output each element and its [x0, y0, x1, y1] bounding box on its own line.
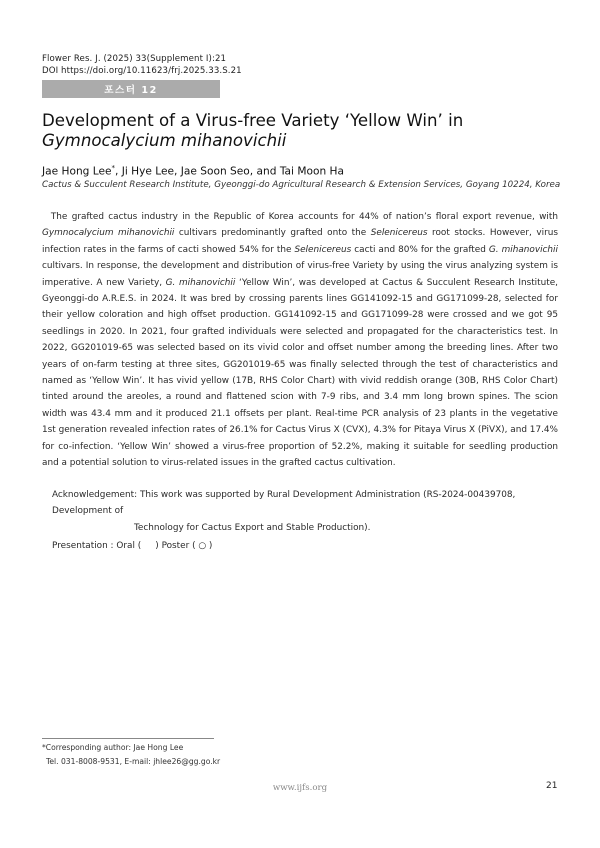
acknowledgement-text-continued: Technology for Cactus Export and Stable Production).	[134, 522, 371, 533]
title-main: Development of a Virus-free Variety ‘Yellow Win’ in	[42, 111, 464, 130]
abstract-species-name: G. mihanovichii	[488, 244, 558, 255]
corresponding-author-note: *Corresponding author: Jae Hong Lee	[42, 743, 184, 752]
corresponding-mark: *	[111, 164, 116, 172]
title-species: Gymnocalycium mihanovichii	[42, 131, 287, 150]
abstract-text: root stocks. However, virus infection rates in the farms of cacti showed 54% for the	[42, 228, 558, 255]
journal-website: www.ijfs.org	[272, 783, 328, 793]
acknowledgement-text: This work was supported by Rural Development Administration (RS-2024-00439708, Development of	[52, 490, 516, 517]
affiliation: Cactus & Succulent Research Institute, Gyeonggi-do Agricultural Research & Extension Services, Goyang 10224, Korea	[42, 180, 561, 190]
abstract-genus-name: Selenicereus	[370, 228, 428, 239]
journal-citation: Flower Res. J. (2025) 33(Supplement I):21	[42, 54, 227, 64]
acknowledgement	[52, 487, 558, 536]
doi-line: DOI https://doi.org/10.11623/frj.2025.33.S.21	[42, 66, 242, 76]
acknowledgement-label: Acknowledgement:	[52, 490, 138, 500]
abstract-body	[42, 209, 558, 472]
abstract-text: The grafted cactus industry in the Republic of Korea accounts for 44% of nation’s floral export revenue, with	[50, 212, 558, 222]
author-list	[42, 164, 344, 178]
paper-title	[42, 111, 562, 151]
abstract-text: cacti and 80% for the grafted	[351, 244, 489, 255]
abstract-species-name: Gymnocalycium mihanovichii	[42, 228, 175, 239]
poster-badge: 포스터 12	[42, 80, 220, 98]
co-authors: , Ji Hye Lee, Jae Soon Seo, and Tai Moon Ha	[115, 165, 344, 178]
corresponding-author: Jae Hong Lee	[42, 165, 112, 178]
contact-info: Tel. 031-8008-9531, E-mail: jhlee26@gg.go.kr	[46, 757, 221, 766]
abstract-text: cultivars predominantly grafted onto the	[174, 228, 371, 239]
presentation-type: Presentation : Oral ( ) Poster ( ○ )	[52, 541, 213, 551]
abstract-text: cultivars. In response, the development and distribution of virus-free Variety by using the virus analyzing system is imperative. A new Variety,	[42, 261, 558, 288]
abstract-genus-name: Selenicereus	[294, 244, 352, 255]
footnote-divider	[42, 738, 214, 739]
abstract-text: ‘Yellow Win’, was developed at Cactus & Succulent Research Institute, Gyeonggi-do A.R.E.S. in 2024. It was bred by crossing parents lines GG141092-15 and GG171099-28, selected for their yellow coloration and high offset production. GG141092-15 and GG171099-28 were crossed and we got 95 seedlings in 2020. In 2021, four grafted individuals were selected and propagated for the characteristics test. In 2022, GG201019-65 was selected based on its vivid color and offset number among the breeding lines. After two years of on-farm testing at three sites, GG201019-65 was finally selected through the test of characteristics and named as ‘Yellow Win’. It has vivid yellow (17B, RHS Color Chart) with vivid reddish orange (30B, RHS Color Chart) tinted around the areoles, a round and flattened scion with 7-9 ribs, and 3.4 mm long brown spines. The scion width was 43.4 mm and it produced 21.1 offsets per plant. Real-time PCR analysis of 23 plants in the vegetative 1st generation revealed infection rates of 26.1% for Cactus Virus X (CVX), 4.3% for Pitaya Virus X (PiVX), and 17.4% for co-infection. ‘Yellow Win’ showed a virus-free proportion of 52.2%, making it suitable for seedling production and a potential solution to virus-related issues in the grafted cactus cultivation.	[42, 277, 559, 469]
page-number: 21	[546, 781, 558, 791]
abstract-species-name: G. mihanovichii	[165, 277, 236, 288]
